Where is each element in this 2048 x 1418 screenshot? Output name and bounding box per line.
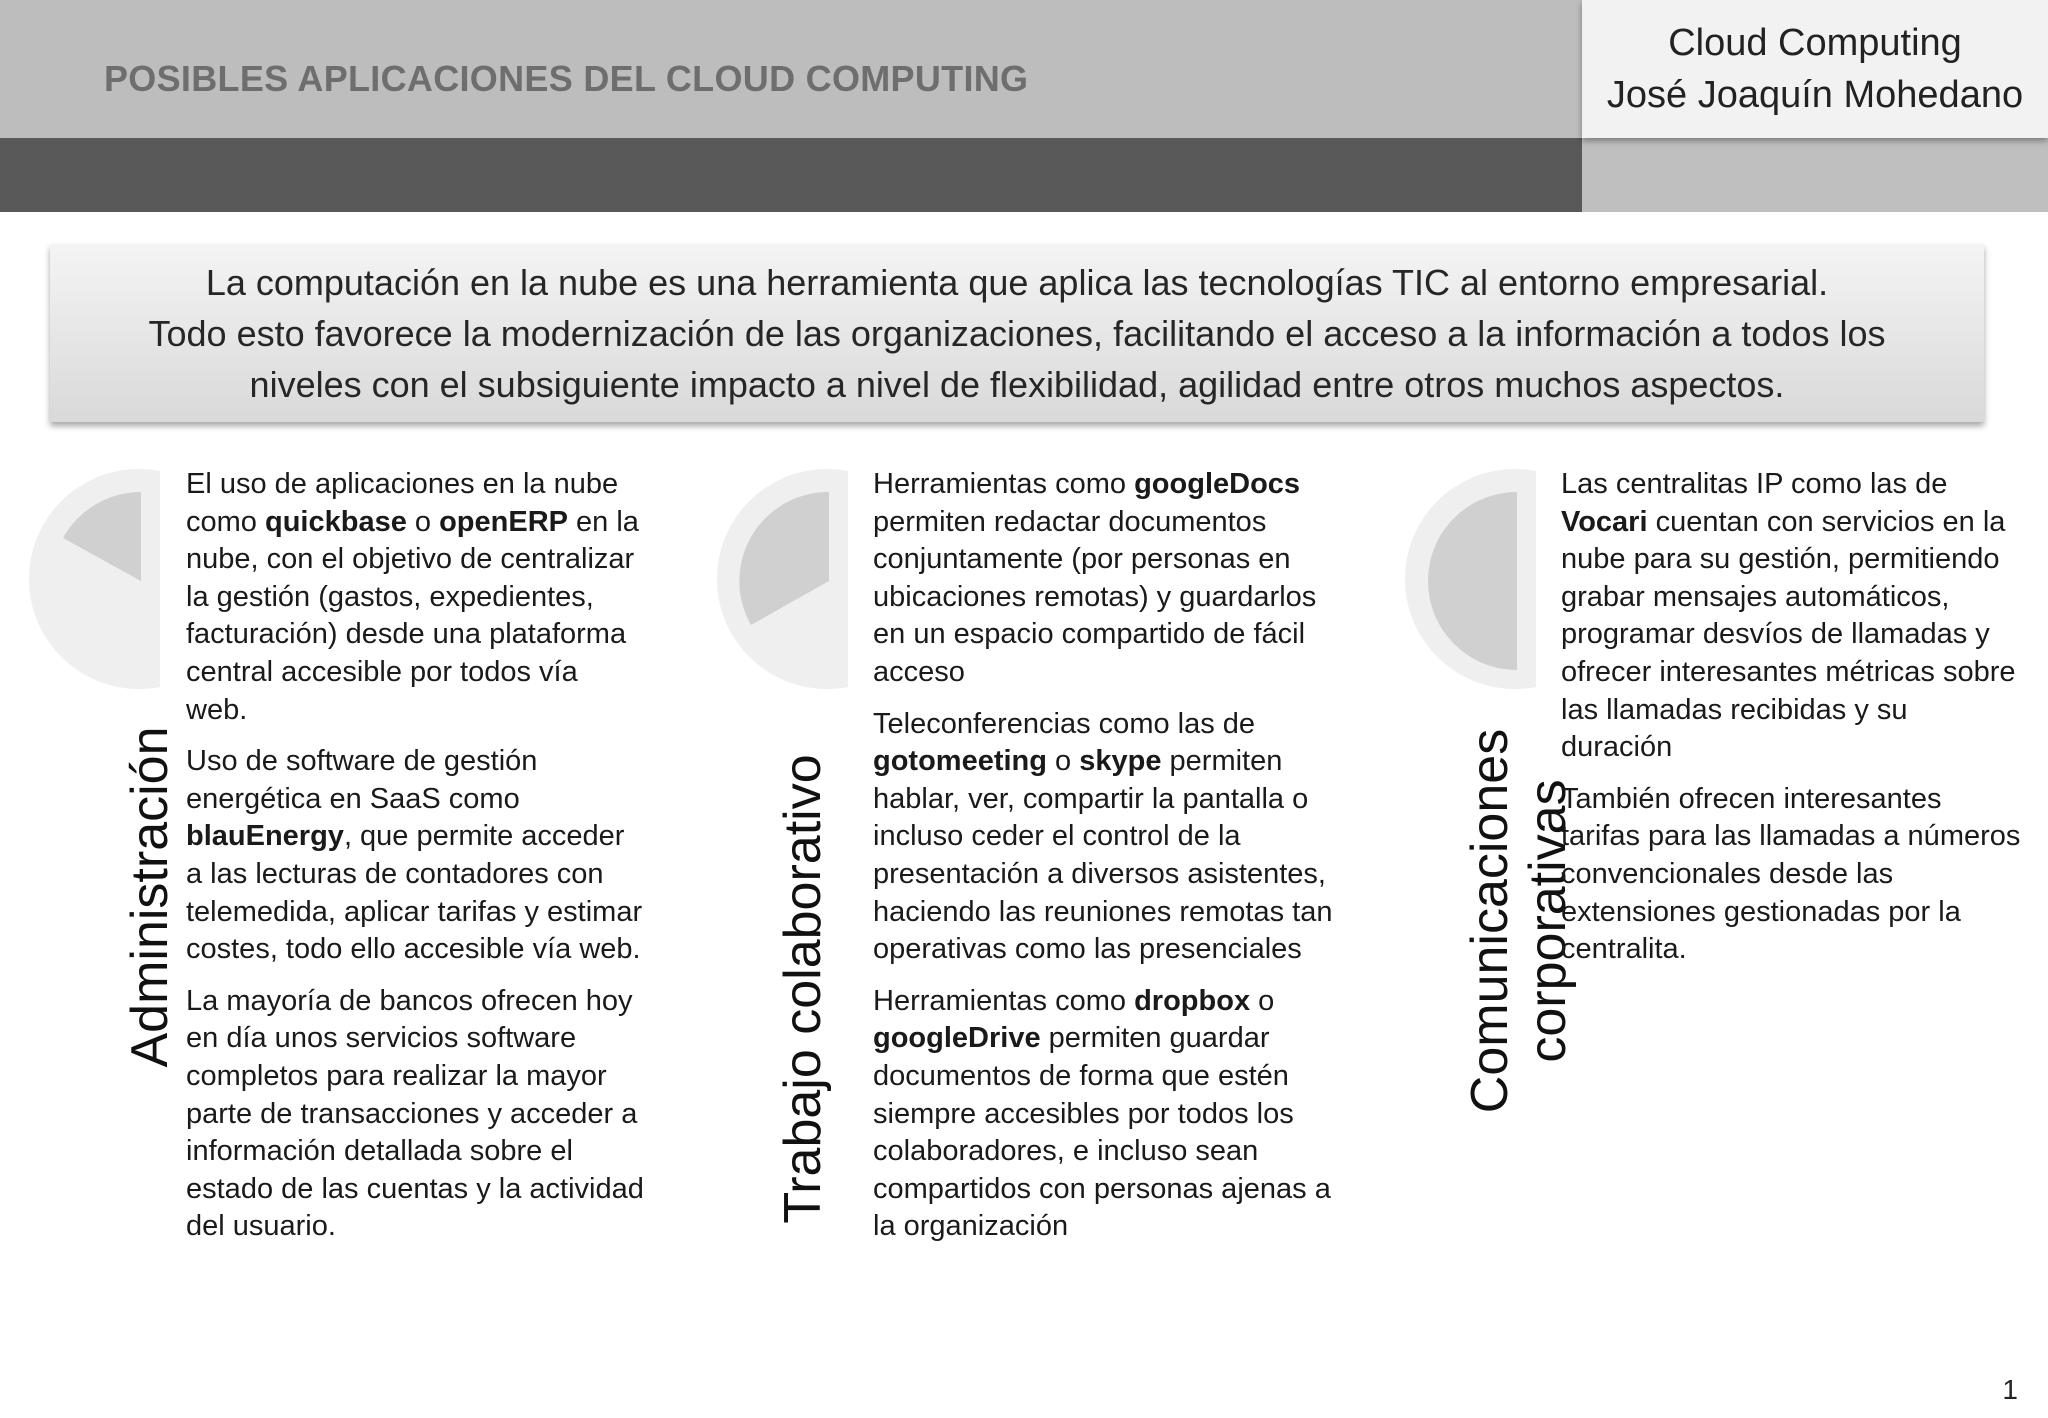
text-run: Uso de software de gestión energética en SaaS como — [186, 745, 538, 815]
slide-title: POSIBLES APLICACIONES DEL CLOUD COMPUTING — [104, 58, 1029, 99]
text-run: El uso de aplicaciones en la nube como — [186, 468, 619, 538]
section-label-administracion: Administración — [121, 726, 179, 1068]
header-right-bar — [1582, 138, 2048, 212]
author-box-line1: Cloud Computing — [1668, 22, 1962, 64]
section-label-line2: corporativas — [1519, 779, 1577, 1063]
text-run: Teleconferencias como las de — [873, 707, 1256, 740]
paragraph — [1561, 781, 2021, 969]
section-label-trabajo-colaborativo: Trabajo colaborativo — [774, 754, 832, 1224]
paragraph — [186, 466, 646, 729]
header-dark-bar — [0, 138, 1582, 212]
bold-term: googleDrive — [873, 1022, 1041, 1055]
page-number: 1 — [2002, 1374, 2018, 1405]
text-run: cuentan con servicios en la nube para su gestión, permitiendo grabar mensajes automáticos, programar desvíos de llamadas y ofrecer interesantes métricas sobre las llamadas recibidas y su duración — [1561, 505, 2016, 764]
bold-term: Vocari — [1561, 505, 1648, 538]
bold-term: gotomeeting — [873, 745, 1047, 778]
text-run: También ofrecen interesantes tarifas para las llamadas a números convencionales desde las extensiones gestionadas por la centralita. — [1561, 782, 2021, 966]
text-run: permiten redactar documentos conjuntamente (por personas en ubicaciones remotas) y guardarlos en un espacio compartido de fácil acceso — [873, 505, 1317, 688]
column-administracion — [186, 466, 646, 1260]
author-box — [1582, 0, 2048, 138]
paragraph — [873, 706, 1333, 969]
paragraph — [186, 983, 646, 1246]
text-run: o — [406, 505, 440, 538]
text-run: en la nube, con el objetivo de centralizar la gestión (gastos, expedientes, facturación) desde una plataforma central accesible por todos vía web. — [186, 505, 639, 726]
bold-term: skype — [1079, 745, 1162, 778]
text-run: o — [1250, 984, 1275, 1017]
text-run: La mayoría de bancos ofrecen hoy en día unos servicios software completos para realizar la mayor parte de transacciones y acceder a información detallada sobre el estado de las cuentas y la actividad del usuario. — [186, 984, 644, 1243]
paragraph — [1561, 466, 2021, 767]
column-comunicaciones — [1561, 466, 2021, 983]
text-run: , que permite acceder a las lecturas de contadores con telemedida, aplicar tarifas y estimar costes, todo ello accesible vía web. — [186, 820, 643, 966]
intro-line2: Todo esto favorece la modernización de las organizaciones, facilitando el acceso a la información a todos los — [148, 312, 1886, 354]
text-run: Herramientas como — [873, 984, 1135, 1017]
section-label-line1: Comunicaciones — [1461, 728, 1519, 1114]
bold-term: dropbox — [1134, 984, 1251, 1017]
paragraph — [186, 743, 646, 969]
text-run: permiten hablar, ver, compartir la pantalla o incluso ceder el control de la presentación a diversos asistentes, haciendo las reuniones remotas tan operativas como las presenciales — [873, 745, 1333, 966]
bold-term: blauEnergy — [186, 820, 344, 853]
text-run: Las centralitas IP como las de — [1561, 468, 1948, 500]
text-run: Herramientas como — [873, 468, 1135, 500]
paragraph — [873, 466, 1333, 692]
bold-term: googleDocs — [1134, 468, 1301, 500]
column-trabajo-colaborativo — [873, 466, 1333, 1260]
intro-line3: niveles con el subsiguiente impacto a nivel de flexibilidad, agilidad entre otros muchos aspectos. — [249, 363, 1785, 405]
text-run: permiten guardar documentos de forma que estén siempre accesibles por todos los colaboradores, e incluso sean compartidos con personas ajenas a la organización — [873, 1022, 1331, 1243]
paragraph — [873, 983, 1333, 1246]
text-run: o — [1047, 745, 1080, 778]
intro-box — [50, 244, 1984, 422]
intro-line1: La computación en la nube es una herramienta que aplica las tecnologías TIC al entorno empresarial. — [205, 261, 1829, 303]
bold-term: quickbase — [264, 505, 407, 538]
bold-term: openERP — [439, 505, 568, 538]
author-box-line2: José Joaquín Mohedano — [1606, 74, 2024, 116]
